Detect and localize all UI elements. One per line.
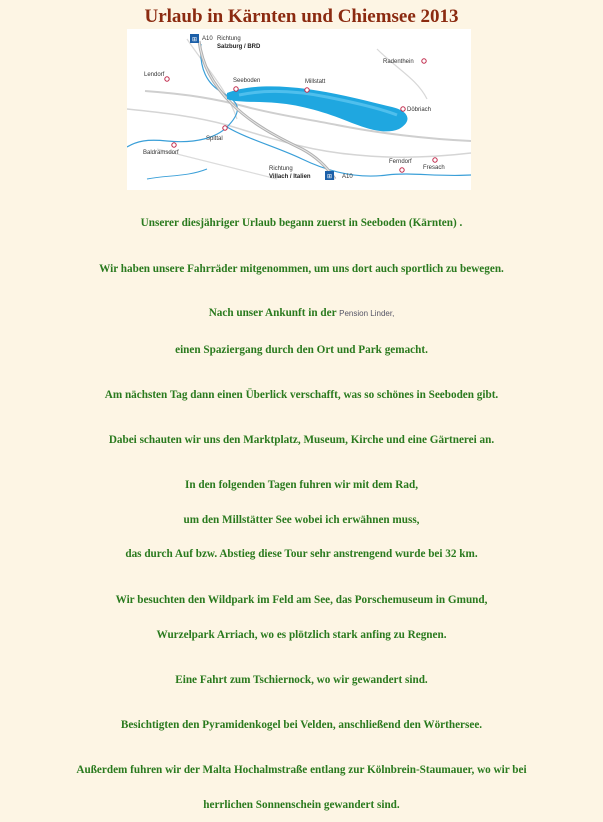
top-sign-label2: Salzburg / BRD: [217, 44, 261, 50]
bottom-sign-road: A10: [342, 174, 353, 180]
top-sign-label1: Richtung: [217, 36, 241, 42]
paragraph: einen Spaziergang durch den Ort und Park gemacht.: [175, 344, 428, 356]
paragraph: Wurzelpark Arriach, wo es plötzlich stark anfing zu Regnen.: [156, 629, 447, 641]
paragraph: Außerdem fuhren wir der Malta Hochalmstraße entlang zur Kölnbrein-Staumauer, wo wir bei: [76, 764, 527, 776]
page-title: Urlaub in Kärnten und Chiemsee 2013: [144, 6, 459, 27]
svg-text:⊞: ⊞: [191, 37, 198, 43]
place-ferndorf: Ferndorf: [389, 159, 412, 165]
place-millstatt: Millstatt: [305, 79, 326, 85]
paragraph: Wir besuchten den Wildpark im Feld am See, das Porschemuseum in Gmund,: [115, 594, 488, 606]
paragraph: Unserer diesjähriger Urlaub begann zuerst in Seeboden (Kärnten) .: [140, 217, 463, 229]
paragraph: In den folgenden Tagen fuhren wir mit dem Rad,: [184, 479, 418, 491]
paragraph: Besichtigten den Pyramidenkogel bei Velden, anschließend den Wörthersee.: [120, 719, 483, 731]
pension-name: Pension Linder,: [339, 309, 395, 318]
paragraph: herrlichen Sonnenschein gewandert sind.: [203, 799, 400, 811]
paragraph: Dabei schauten wir uns den Marktplatz, Museum, Kirche und eine Gärtnerei an.: [108, 434, 495, 446]
place-radenthein: Radenthein: [383, 59, 414, 65]
paragraph: um den Millstätter See wobei ich erwähnen muss,: [183, 514, 420, 526]
map-image: [127, 29, 471, 190]
paragraph: Am nächsten Tag dann einen Überlick verschafft, was so schönes in Seeboden gibt.: [104, 389, 499, 401]
svg-text:⊞: ⊞: [326, 174, 333, 180]
paragraph: [0, 307, 603, 319]
place-baldramsdorf: Baldramsdorf: [143, 150, 179, 156]
paragraph: Wir haben unsere Fahrräder mitgenommen, um uns dort auch sportlich zu bewegen.: [99, 263, 504, 275]
place-doebriach: Döbriach: [407, 107, 432, 113]
place-spittal: Spittal: [206, 136, 223, 142]
place-seeboden: Seeboden: [233, 78, 261, 84]
paragraph-text: Nach unser Ankunft in der: [208, 307, 340, 319]
bottom-sign-label2: Villach / Italien: [269, 174, 311, 180]
top-sign-road: A10: [202, 36, 213, 42]
paragraph: das durch Auf bzw. Abstieg diese Tour sehr anstrengend wurde bei 32 km.: [125, 548, 478, 560]
place-lendorf: Lendorf: [144, 72, 165, 78]
paragraph: Eine Fahrt zum Tschiernock, wo wir gewandert sind.: [175, 674, 428, 686]
bottom-sign-label1: Richtung: [269, 166, 293, 172]
place-fresach: Fresach: [423, 165, 445, 171]
